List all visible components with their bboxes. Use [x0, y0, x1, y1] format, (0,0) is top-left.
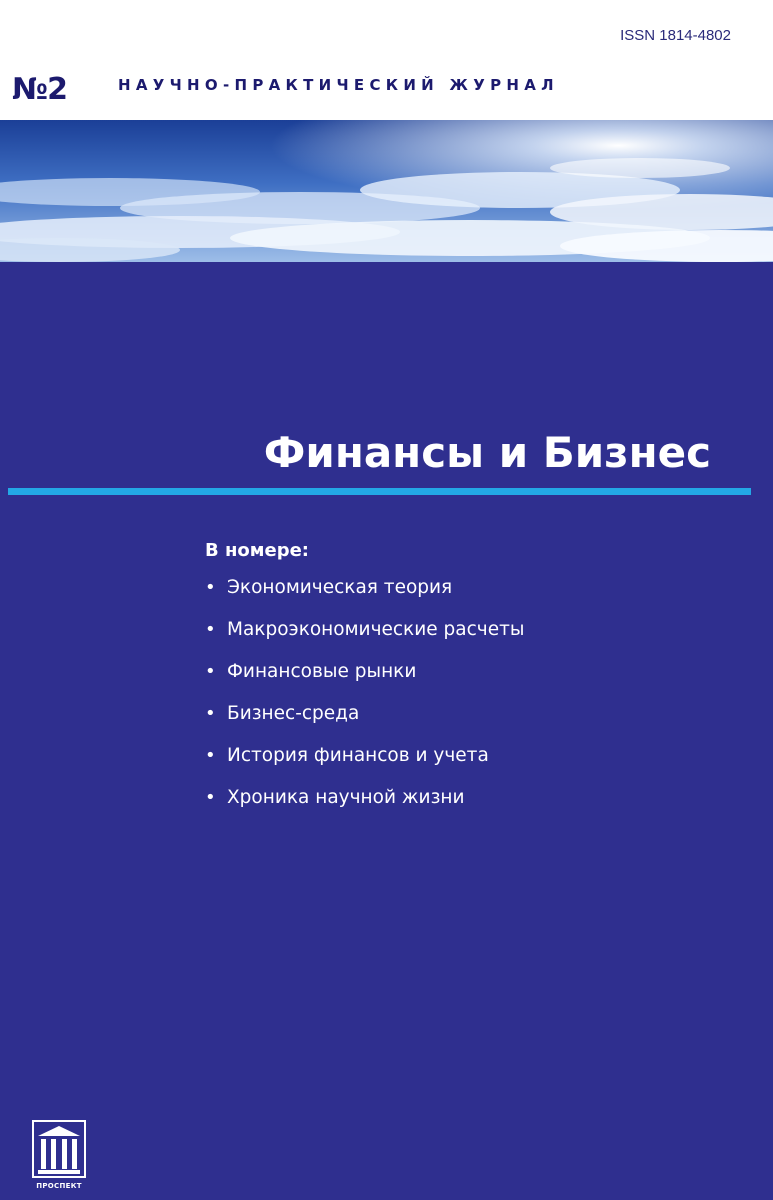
bullet-icon: • — [205, 619, 216, 640]
list-item — [205, 744, 524, 767]
sky-clouds-image — [0, 120, 773, 262]
list-item-label: Макроэкономические расчеты — [227, 619, 525, 640]
bullet-icon: • — [205, 787, 216, 808]
contents-list — [205, 540, 524, 828]
title-divider — [8, 488, 751, 495]
contents-heading: В номере: — [205, 540, 310, 561]
list-item-label: История финансов и учета — [227, 745, 489, 766]
journal-type: НАУЧНО-ПРАКТИЧЕСКИЙ ЖУРНАЛ — [118, 76, 559, 94]
list-item-label: Экономическая теория — [227, 577, 453, 598]
list-item — [205, 618, 524, 641]
list-item-label: Бизнес-среда — [227, 703, 360, 724]
list-item-label: Финансовые рынки — [227, 661, 417, 682]
publisher-name: ПРОСПЕКТ — [36, 1182, 82, 1190]
bullet-icon: • — [205, 577, 216, 598]
bullet-icon: • — [205, 661, 216, 682]
columns-building-icon — [32, 1120, 86, 1178]
issn-number: ISSN 1814-4802 — [620, 27, 731, 44]
bullet-icon: • — [205, 703, 216, 724]
list-item — [205, 702, 524, 725]
journal-title: Финансы и Бизнес — [263, 428, 711, 477]
header-band — [0, 0, 773, 120]
list-item — [205, 660, 524, 683]
list-item — [205, 786, 524, 809]
list-item — [205, 576, 524, 599]
list-item-label: Хроника научной жизни — [227, 787, 465, 808]
issue-number: №2 — [12, 72, 67, 107]
bullet-icon: • — [205, 745, 216, 766]
